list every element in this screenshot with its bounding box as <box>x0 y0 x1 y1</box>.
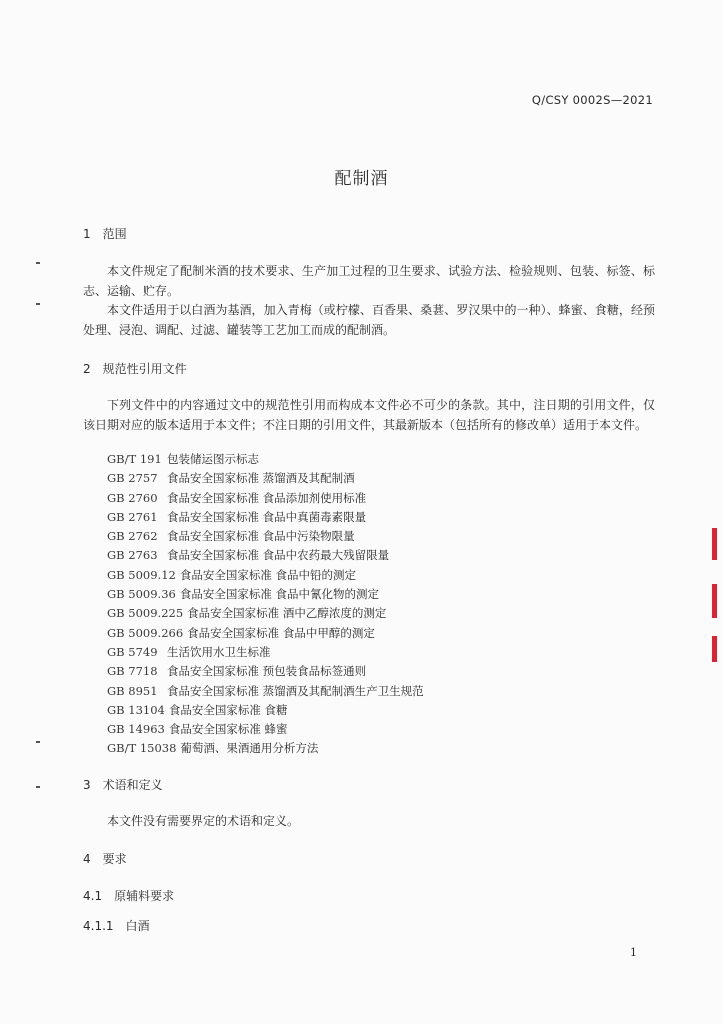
section-number: 3 <box>83 778 91 792</box>
reference-code: GB 8951 <box>107 683 158 698</box>
reference-code: GB/T 15038 <box>107 741 177 756</box>
section-title: 原辅料要求 <box>114 889 175 903</box>
standard-code: Q/CSY 0002S—2021 <box>531 93 653 107</box>
reference-code: GB 5009.266 <box>107 625 184 640</box>
reference-title: 食品安全国家标准 食品中甲醇的测定 <box>187 625 375 640</box>
reference-title: 食品安全国家标准 食品中真菌毒素限量 <box>167 509 367 524</box>
reference-title: 食品安全国家标准 蒸馏酒及其配制酒生产卫生规范 <box>167 683 424 698</box>
reference-title: 食品安全国家标准 蜂蜜 <box>168 722 288 737</box>
reference-title: 食品安全国家标准 蒸馏酒及其配制酒 <box>167 471 355 486</box>
reference-item <box>107 508 424 527</box>
reference-code: GB 5009.12 <box>107 567 176 582</box>
reference-code: GB 5009.36 <box>107 587 176 602</box>
subsection-heading-raw-materials <box>83 887 174 904</box>
reference-title: 食品安全国家标准 食品中污染物限量 <box>167 529 355 544</box>
scan-mark <box>36 303 40 305</box>
terms-paragraph: 本文件没有需要界定的术语和定义。 <box>107 814 300 828</box>
section-number: 4.1 <box>83 889 103 903</box>
section-title: 范围 <box>102 227 127 241</box>
subsection-heading-baijiu <box>83 917 150 934</box>
document-title: 配制酒 <box>334 169 389 189</box>
section-title: 白酒 <box>125 919 150 933</box>
reference-code: GB 13104 <box>107 702 165 717</box>
reference-item <box>107 643 424 662</box>
reference-item <box>107 739 424 758</box>
reference-list <box>107 450 424 759</box>
reference-code: GB 5009.225 <box>107 606 184 621</box>
reference-item <box>107 624 424 643</box>
scan-mark <box>36 741 40 743</box>
section-title: 术语和定义 <box>102 778 163 792</box>
reference-item <box>107 585 424 604</box>
reference-title: 食品安全国家标准 食糖 <box>168 702 288 717</box>
reference-item <box>107 469 424 488</box>
section-number: 2 <box>83 362 91 376</box>
reference-code: GB 5749 <box>107 644 158 659</box>
references-intro-paragraph: 下列文件中的内容通过文中的规范性引用而构成本文件必不可少的条款。其中，注日期的引用文件，仅该日期对应的版本适用于本文件；不注日期的引用文件，其最新版本（包括所有的修改单）适用于本文件。 <box>83 398 655 432</box>
page-number: 1 <box>630 946 637 959</box>
reference-item <box>107 720 424 739</box>
reference-code: GB/T 191 <box>107 452 162 466</box>
reference-code: GB 2763 <box>107 548 158 563</box>
scan-mark <box>36 262 40 264</box>
reference-code: GB 2761 <box>107 509 158 524</box>
scan-mark <box>36 786 40 788</box>
section-number: 1 <box>83 227 91 241</box>
section-title: 规范性引用文件 <box>102 362 187 376</box>
reference-title: 食品安全国家标准 食品添加剂使用标准 <box>167 490 367 505</box>
reference-title: 葡萄酒、果酒通用分析方法 <box>180 741 319 756</box>
reference-title: 生活饮用水卫生标准 <box>167 644 271 659</box>
reference-item <box>107 527 424 546</box>
section-heading-scope <box>83 225 127 242</box>
reference-title: 包装储运图示标志 <box>167 452 259 466</box>
edge-stamp-fragment <box>712 636 717 662</box>
reference-code: GB 2757 <box>107 471 158 486</box>
reference-item <box>107 682 424 701</box>
reference-item <box>107 566 424 585</box>
reference-item <box>107 701 424 720</box>
reference-title: 食品安全国家标准 食品中铅的测定 <box>179 567 357 582</box>
reference-item <box>107 604 424 623</box>
reference-item <box>107 546 424 565</box>
edge-stamp-fragment <box>712 528 717 560</box>
reference-item <box>107 489 424 508</box>
reference-code: GB 14963 <box>107 722 165 737</box>
section-number: 4 <box>83 852 91 866</box>
reference-item <box>107 662 424 681</box>
section-title: 要求 <box>102 852 127 866</box>
scope-paragraph-2: 本文件适用于以白酒为基酒，加入青梅（或柠檬、百香果、桑葚、罗汉果中的一种）、蜂蜜、食糖，经预处理、浸泡、调配、过滤、罐装等工艺加工而成的配制酒。 <box>83 303 655 337</box>
edge-stamp-fragment <box>712 584 717 618</box>
reference-code: GB 2762 <box>107 529 158 544</box>
section-heading-terms <box>83 776 163 793</box>
reference-item <box>107 450 424 469</box>
reference-code: GB 2760 <box>107 490 158 505</box>
section-number: 4.1.1 <box>83 919 114 933</box>
reference-title: 食品安全国家标准 食品中氰化物的测定 <box>179 587 380 602</box>
section-heading-normative-references <box>83 360 187 377</box>
reference-title: 食品安全国家标准 预包装食品标签通则 <box>167 664 367 679</box>
reference-title: 食品安全国家标准 酒中乙醇浓度的测定 <box>187 606 387 621</box>
reference-title: 食品安全国家标准 食品中农药最大残留限量 <box>167 548 390 563</box>
reference-code: GB 7718 <box>107 664 158 679</box>
section-heading-requirements <box>83 850 127 867</box>
scope-paragraph-1: 本文件规定了配制米酒的技术要求、生产加工过程的卫生要求、试验方法、检验规则、包装、标签、标志、运输、贮存。 <box>83 264 655 298</box>
